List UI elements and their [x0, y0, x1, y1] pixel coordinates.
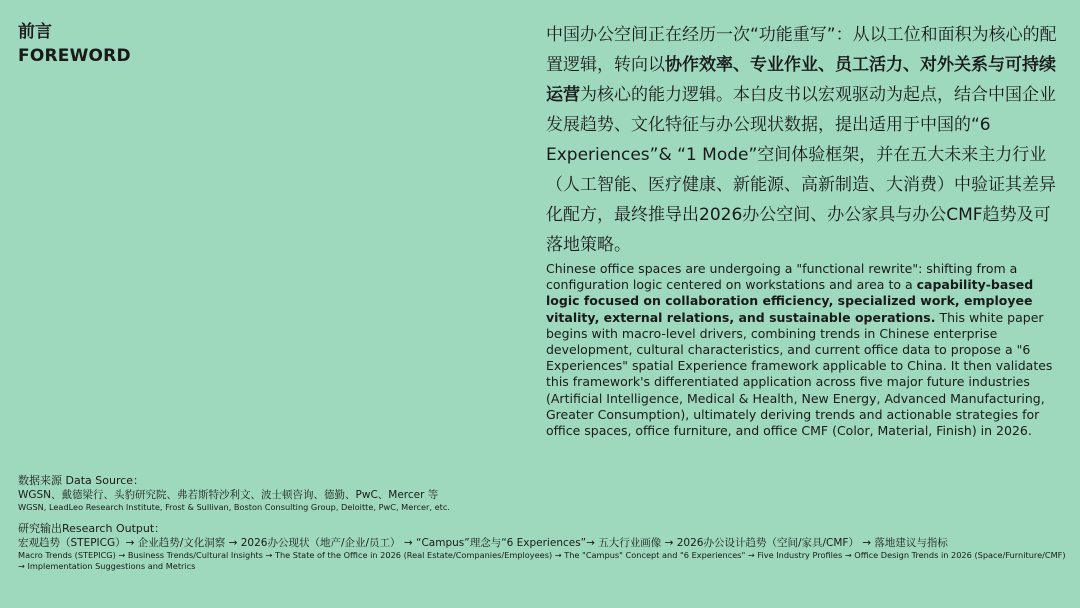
foreword-heading — [18, 20, 131, 68]
heading-zh: 前言 — [18, 22, 52, 42]
heading-en: FOREWORD — [18, 46, 131, 66]
research-output-label: 研究输出Research Output： — [18, 522, 166, 535]
en-text-part1: Chinese office spaces are undergoing a "functional rewrite": shifting from a configuration logic centered on workstations and area to a — [546, 261, 1018, 293]
footer-notes — [18, 474, 1068, 572]
research-output-zh: 宏观趋势（STEPICG）→ 企业趋势/文化洞察 → 2026办公现状（地产/企业/员工） → “Campus”理念与“6 Experiences”→ 五大行业画像 → 2026办公设计趋势（空间/家具/CMF） → 落地建议与指标 — [18, 537, 948, 549]
data-source-label: 数据来源 Data Source： — [18, 474, 145, 487]
data-source-zh: WGSN、戴德梁行、头豹研究院、弗若斯特沙利文、波士顿咨询、德勤、PwC、Mercer 等 — [18, 489, 439, 501]
en-text-part2: This white paper begins with macro-level drivers, combining trends in Chinese enterprise development, cultural characteristics, and current office data to propose a "6 Experiences" spatial Experience framework applicable to China. It then validates this framework's differentiated application across five major future industries (Artificial Intelligence, Medical & Health, New Energy, Advanced Manufacturing, Greater Consumption), ultimately deriving trends and actionable strategies for office spaces, office furniture, and office CMF (Color, Material, Finish) in 2026. — [546, 309, 1053, 439]
chinese-paragraph — [546, 20, 1064, 260]
research-output-en: Macro Trends (STEPICG) → Business Trends/Cultural Insights → The State of the Office in 2026 (Real Estate/Companies/Employees) → The "Campus" Concept and "6 Experiences" → Five Industry Profiles → Office Design Trends in 2026 (Space/Furniture/CMF) → Implementation Suggestions and Metrics — [18, 550, 1066, 571]
en-text-bold: capability-based logic focused on collaboration efficiency, specialized work, employee vitality, external relations, and sustainable operations. — [546, 277, 1034, 325]
zh-text-part2: 为核心的能力逻辑。本白皮书以宏观驱动为起点，结合中国企业发展趋势、文化特征与办公现状数据，提出适用于中国的“6 Experiences”& “1 Mode”空间体验框架，并在五大未来主力行业（人工智能、医疗健康、新能源、高新制造、大消费）中验证其差异化配方，最终推导出2026办公空间、办公家具与办公CMF趋势及可落地策略。 — [546, 85, 1056, 255]
zh-text-part1: 中国办公空间正在经历一次“功能重写”：从以工位和面积为核心的配置逻辑，转向以 — [546, 25, 1057, 75]
data-source-en: WGSN, LeadLeo Research Institute, Frost & Sullivan, Boston Consulting Group, Deloitte, PwC, Mercer, etc. — [18, 502, 450, 512]
zh-text-bold: 协作效率、专业作业、员工活力、对外关系与可持续运营 — [546, 55, 1056, 105]
english-paragraph — [546, 261, 1064, 439]
